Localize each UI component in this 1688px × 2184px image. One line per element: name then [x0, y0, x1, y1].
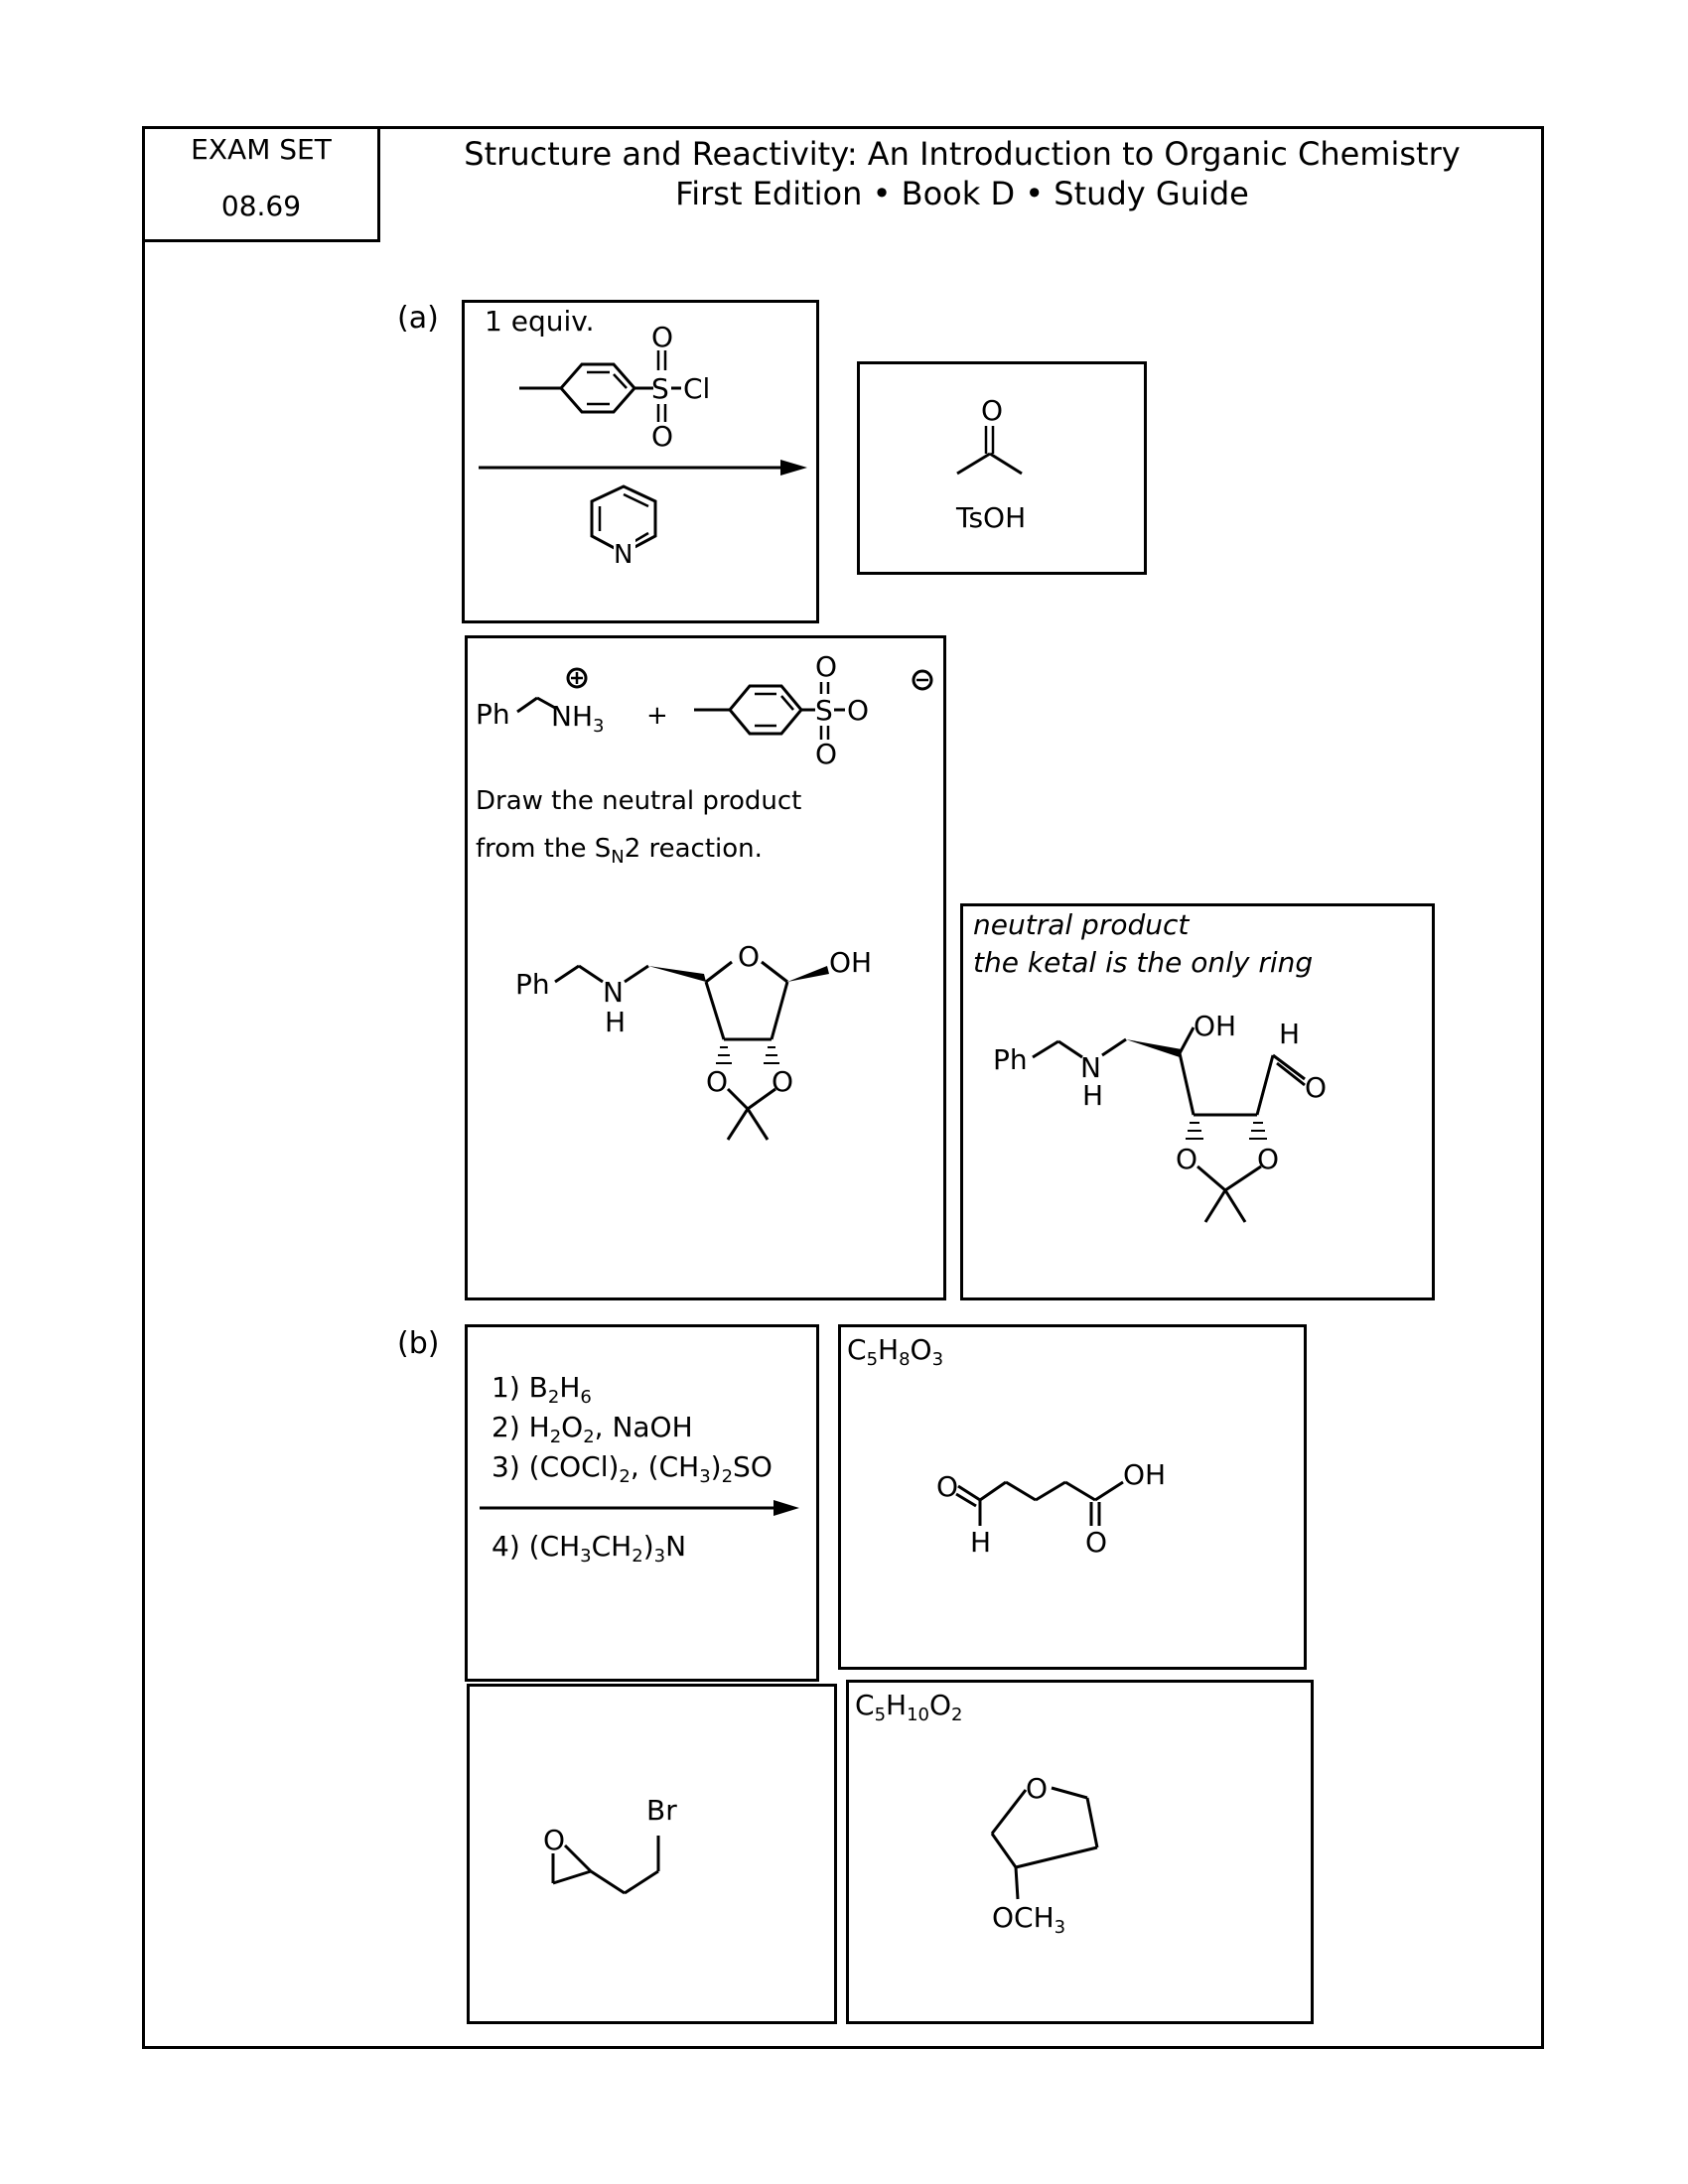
reaction-steps-drawing: [468, 1327, 816, 1679]
substrate-ph: Ph: [515, 968, 550, 1001]
tosyl-chloride-pyridine-drawing: [465, 303, 816, 620]
tsoh-label: TsOH: [956, 501, 1027, 534]
substrate-nitrogen: N: [603, 976, 624, 1009]
carboxyl-o: O: [1085, 1526, 1108, 1559]
ketal-oxygen-left: O: [706, 1065, 729, 1098]
sulfonate-oxygen-bottom: O: [815, 738, 838, 770]
furanose-ring-oxygen: O: [738, 940, 761, 973]
answer-ph: Ph: [993, 1043, 1028, 1076]
instruction-line-1: Draw the neutral product: [476, 786, 802, 816]
formula-c5h10o2: $C_5H_{10}O_2$: [855, 1689, 963, 1725]
steps-box-b: [465, 1324, 819, 1682]
sulfonate-oxygen-top: O: [815, 650, 838, 683]
equiv-label: 1 equiv.: [485, 305, 595, 338]
chlorine-atom: Cl: [683, 372, 711, 405]
answer-ketal-oxygen-right: O: [1257, 1143, 1280, 1175]
acetone-box: [857, 361, 1147, 575]
aldehyde-o: O: [936, 1470, 959, 1503]
sulfonate-oxygen-right: O: [847, 694, 870, 727]
sulfonate-sulfur: S: [815, 694, 833, 727]
bromine-atom: Br: [646, 1794, 677, 1827]
step-3: 3) $(COCl)_2$, $(CH_3)_2SO$: [492, 1450, 773, 1487]
thf-oxygen: O: [1026, 1772, 1049, 1805]
sulfonyl-oxygen-top: O: [651, 321, 674, 353]
answer-note-2: the ketal is the only ring: [973, 946, 1314, 979]
acetone-oxygen: O: [981, 394, 1004, 427]
answer-hydroxyl: OH: [1194, 1010, 1237, 1042]
methoxy-group: $OCH_3$: [992, 1901, 1066, 1938]
part-a-label: (a): [397, 301, 439, 336]
answer-nitrogen: N: [1080, 1051, 1101, 1084]
acetone-drawing: [860, 364, 1144, 572]
aldehyde-hydrogen: H: [1279, 1018, 1301, 1050]
aldehyde-h: H: [970, 1526, 992, 1559]
step-4: 4) $(CH_3CH_2)_3N$: [492, 1530, 687, 1567]
page-subtitle: First Edition • Book D • Study Guide: [675, 175, 1249, 212]
pyridine-nitrogen: N: [614, 540, 633, 570]
ph-label: Ph: [476, 698, 510, 731]
nh3-label: $NH_3$: [551, 700, 605, 737]
product-box-1: [838, 1324, 1307, 1670]
reagent-box-a: [462, 300, 819, 623]
step-2: 2) $H_2O_2$, NaOH: [492, 1411, 693, 1447]
epoxide-bromide-drawing: [470, 1687, 834, 2021]
oxo-acid-drawing: [841, 1327, 1304, 1667]
part-b-label: (b): [397, 1326, 440, 1361]
answer-box-a: [960, 903, 1435, 1300]
product-box-2: [846, 1680, 1314, 2024]
anomeric-oh: OH: [829, 946, 873, 979]
neutral-product-drawing: [963, 906, 1432, 1297]
question-box-a: [465, 635, 946, 1300]
plus-sign: +: [646, 701, 668, 731]
methoxy-thf-drawing: [849, 1683, 1311, 2021]
exam-set-box: [142, 126, 380, 242]
formula-c5h8o3: $C_5H_8O_3$: [847, 1333, 944, 1370]
page-title: Structure and Reactivity: An Introduction to Organic Chemistry: [464, 135, 1461, 173]
instruction-line-2: from the $S_N2$ reaction.: [476, 834, 763, 868]
aldehyde-oxygen: O: [1305, 1071, 1328, 1104]
answer-note-1: neutral product: [973, 908, 1190, 941]
ketal-oxygen-right: O: [772, 1065, 794, 1098]
sulfonyl-oxygen-bottom: O: [651, 420, 674, 453]
answer-nh-hydrogen: H: [1082, 1079, 1104, 1112]
starting-material-box: [467, 1684, 837, 2024]
sulfur-atom: S: [651, 372, 669, 405]
answer-ketal-oxygen-left: O: [1176, 1143, 1198, 1175]
epoxide-oxygen: O: [543, 1824, 566, 1856]
ammonium-tosylate-drawing: [468, 638, 943, 1297]
exam-set-number: 08.69: [220, 190, 302, 222]
exam-set-label: EXAM SET: [191, 133, 332, 166]
step-1: 1) $B_2H_6$: [492, 1371, 592, 1408]
substrate-nh-hydrogen: H: [605, 1006, 627, 1038]
carboxyl-oh: OH: [1123, 1458, 1167, 1491]
